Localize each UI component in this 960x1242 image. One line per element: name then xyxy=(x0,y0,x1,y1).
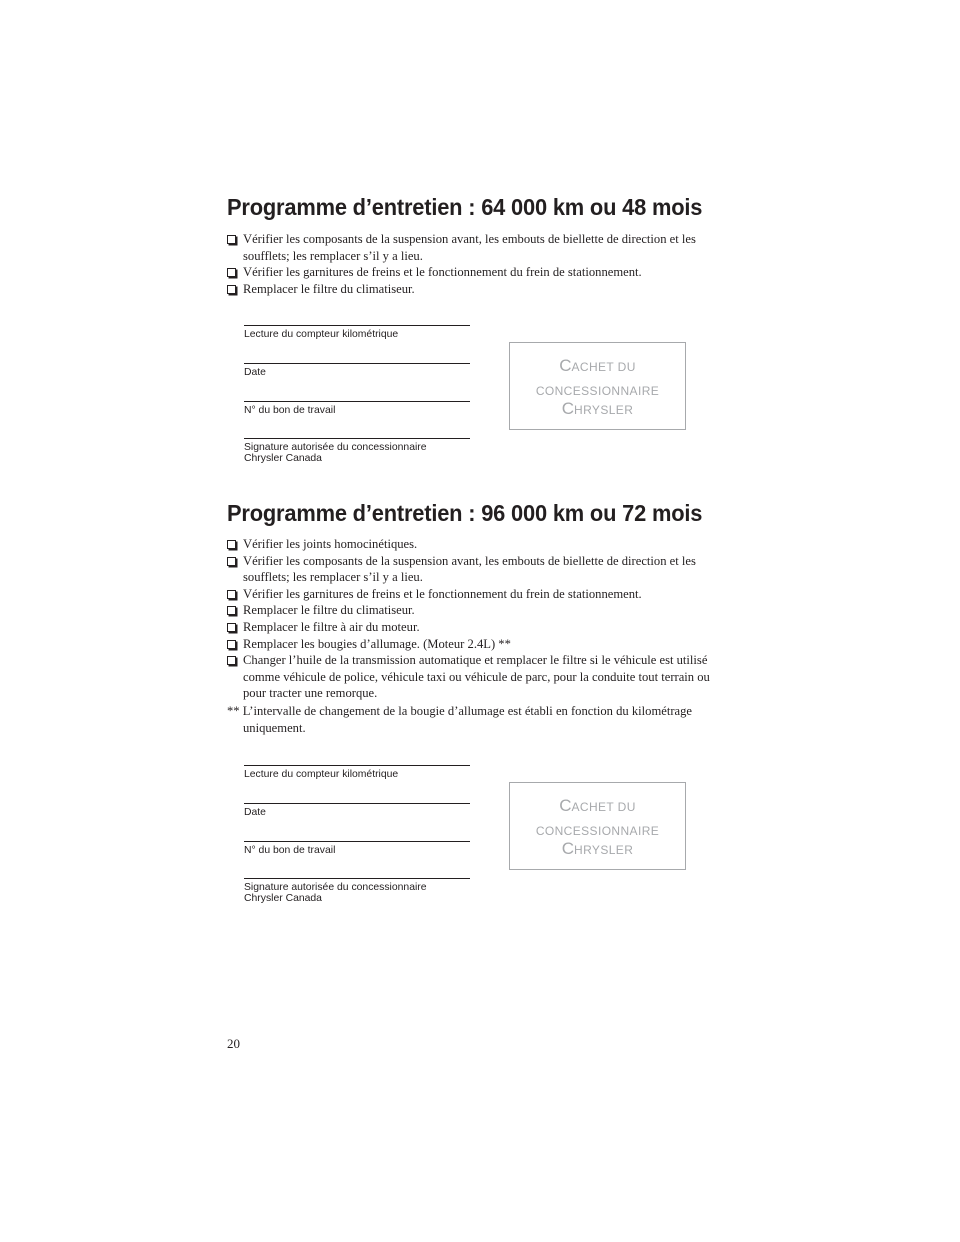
signature-field[interactable] xyxy=(244,878,470,904)
checkbox-icon[interactable] xyxy=(227,606,236,615)
checklist-item: Remplacer le filtre du climatiseur. xyxy=(227,281,727,298)
checklist-item: Remplacer le filtre à air du moteur. xyxy=(227,619,727,636)
date-label: Date xyxy=(244,367,266,378)
odometer-label: Lecture du compteur kilométrique xyxy=(244,769,399,780)
checklist-item: Vérifier les garnitures de freins et le fonctionnement du frein de stationnement. xyxy=(227,264,727,281)
odometer-field[interactable] xyxy=(244,325,470,340)
date-field[interactable] xyxy=(244,803,470,818)
checklist-item: Changer l’huile de la transmission automatique et remplacer le filtre si le véhicule est utilisé comme véhicule de police, véhicule taxi ou véhicule de parc, pour la conduite tout terrain ou pour tracter une remorque. xyxy=(227,652,727,702)
checklist-item: Vérifier les composants de la suspension avant, les embouts de biellette de direction et les soufflets; les remplacer s’il y a lieu. xyxy=(227,231,727,264)
checklist-item: Remplacer le filtre du climatiseur. xyxy=(227,602,727,619)
section1-heading: Programme d’entretien : 64 000 km ou 48 mois xyxy=(227,194,703,220)
dealer-stamp-box xyxy=(509,782,686,870)
dealer-stamp-box xyxy=(509,342,686,430)
checkbox-icon[interactable] xyxy=(227,656,236,665)
page-number: 20 xyxy=(227,1036,240,1051)
signature-label: Signature autorisée du concessionnaire Chrysler Canada xyxy=(244,442,427,464)
stamp-line-3: CHRYSLER xyxy=(561,839,634,858)
checkbox-icon[interactable] xyxy=(227,557,236,566)
work-order-label: N° du bon de travail xyxy=(244,845,336,856)
stamp-line-3: CHRYSLER xyxy=(561,399,634,418)
stamp-line-1: CACHET DU xyxy=(559,356,636,375)
section1-checklist xyxy=(227,231,727,297)
spark-plug-footnote: ** L’intervalle de changement de la bougie d’allumage est établi en fonction du kilométrage uniquement. xyxy=(227,704,692,735)
stamp-line-1: CACHET DU xyxy=(559,796,636,815)
checkbox-icon[interactable] xyxy=(227,235,236,244)
checklist-item: Vérifier les joints homocinétiques. xyxy=(227,536,727,553)
signature-field[interactable] xyxy=(244,438,470,464)
section2-heading: Programme d’entretien : 96 000 km ou 72 mois xyxy=(227,500,703,526)
signature-label: Signature autorisée du concessionnaire Chrysler Canada xyxy=(244,882,427,904)
section2-checklist xyxy=(227,536,727,702)
work-order-label: N° du bon de travail xyxy=(244,405,336,416)
date-label: Date xyxy=(244,807,266,818)
odometer-label: Lecture du compteur kilométrique xyxy=(244,329,399,340)
stamp-line-2: CONCESSIONNAIRE xyxy=(535,384,660,398)
checkbox-icon[interactable] xyxy=(227,268,236,277)
date-field[interactable] xyxy=(244,363,470,378)
stamp-line-2: CONCESSIONNAIRE xyxy=(535,824,660,838)
checklist-item: Vérifier les garnitures de freins et le fonctionnement du frein de stationnement. xyxy=(227,586,727,603)
checkbox-icon[interactable] xyxy=(227,640,236,649)
checklist-item: Vérifier les composants de la suspension avant, les embouts de biellette de direction et les soufflets; les remplacer s’il y a lieu. xyxy=(227,553,727,586)
checkbox-icon[interactable] xyxy=(227,540,236,549)
checkbox-icon[interactable] xyxy=(227,623,236,632)
checkbox-icon[interactable] xyxy=(227,590,236,599)
work-order-field[interactable] xyxy=(244,841,470,856)
checklist-item: Remplacer les bougies d’allumage. (Moteur 2.4L) ** xyxy=(227,636,727,653)
work-order-field[interactable] xyxy=(244,401,470,416)
odometer-field[interactable] xyxy=(244,765,470,780)
checkbox-icon[interactable] xyxy=(227,285,236,294)
